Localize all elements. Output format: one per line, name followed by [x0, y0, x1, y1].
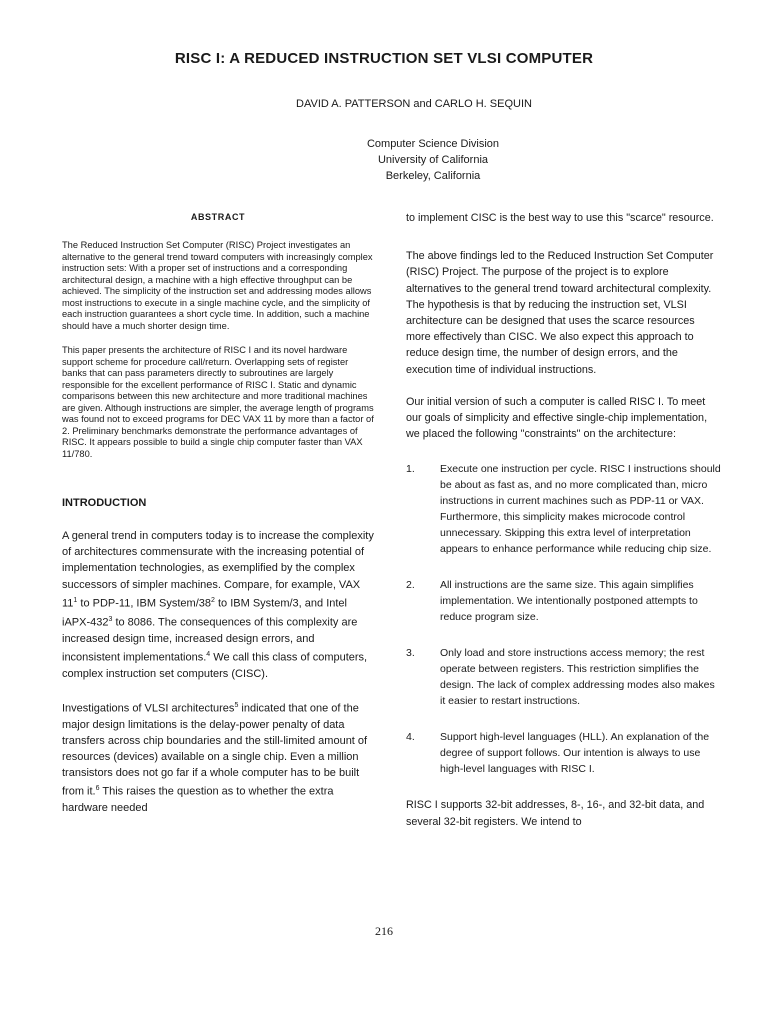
right-paragraph-2: Our initial version of such a computer is called RISC I. To meet our goals of simplicity and effective single-chip implementation, we placed the following "constraints" on the architecture: — [406, 395, 708, 441]
affiliation — [80, 136, 768, 184]
page-number: 216 — [375, 924, 393, 938]
constraint-text: Only load and store instructions access memory; the rest operate between registers. This restriction simplifies the design. The lack of complex addressing modes also makes it easier to restart instructions. — [440, 647, 715, 708]
constraint-item-4 — [406, 729, 722, 777]
constraint-number: 1. — [406, 463, 415, 476]
right-column — [406, 210, 722, 846]
constraint-text: All instructions are the same size. This again simplifies implementation. We intentionally postponed attempts to reduce program size. — [440, 579, 698, 624]
affiliation-university: University of California — [377, 154, 489, 166]
introduction-paragraph-2: Investigations of VLSI architectures$^5$ indicated that one of the major design limitations is the delay-power penalty of data transfers across chip boundaries and the still-limited amount of resources (devices) available on a single chip. Even a million transistors does not go far if a whole computer has to be built from it.$^6$ This raises the question as to whether the extra hardware needed — [62, 701, 368, 815]
continued-paragraph: to implement CISC is the best way to use this "scarce" resource. — [406, 212, 714, 224]
abstract-paragraph-1: The Reduced Instruction Set Computer (RISC) Project investigates an alternative to the general trend toward computers with increasingly complex instruction sets: With a proper set of instructions and a corresponding architectural design, a machine with a high effective throughput can be achieved. The simplicity of the instruction set and addressing modes allows most instructions to execute in a single machine cycle, and the simplicity of each instruction guarantees a short cycle time. In addition, such a machine should have a much shorter design time. — [62, 240, 373, 331]
authors: DAVID A. PATTERSON and CARLO H. SEQUIN — [296, 98, 532, 110]
right-paragraph-1: The above findings led to the Reduced Instruction Set Computer (RISC) Project. The purpose of the project is to explore alternatives to the general trend toward architectural complexity. The hypothesis is that by reducing the instruction set, VLSI architecture can be designed that uses the scarce resources more effectively than CISC. We also expect this approach to reduce design time, the number of design errors, and the execution time of individual instructions. — [406, 250, 714, 376]
constraint-item-2 — [406, 577, 722, 625]
constraint-text: Execute one instruction per cycle. RISC I instructions should be about as fast as, and no more complicated than, micro instructions in current machines such as PDP-11 or VAX. Furthermore, this simplicity makes microcode control unnecessary. Skipping this extra level of interpretation appears to enhance performance while reducing chip size. — [440, 463, 721, 556]
affiliation-location: Berkeley, California — [385, 170, 481, 182]
introduction-heading: INTRODUCTION — [62, 497, 147, 509]
affiliation-division: Computer Science Division — [366, 138, 500, 150]
constraint-item-3 — [406, 645, 722, 709]
closing-paragraph: RISC I supports 32-bit addresses, 8-, 16-, and 32-bit data, and several 32-bit registers. We intend to — [406, 799, 705, 828]
constraint-item-1 — [406, 461, 722, 557]
paper-title: RISC I: A REDUCED INSTRUCTION SET VLSI COMPUTER — [174, 50, 594, 67]
introduction-paragraph-1: A general trend in computers today is to increase the complexity of architectures commensurate with the increasing potential of implementation technologies, as exemplified by the complex successors of simpler machines. Compare, for example, VAX $11^1$ to PDP-11, IBM System/$38^2$ to IBM System/3, and Intel iAPX-$432^3$ to 8086. The consequences of this complexity are increased design time, increased design errors, and inconsistent implementations.$^4$ We call this class of computers, complex instruction set computers (CISC). — [62, 530, 374, 680]
constraint-text: Support high-level languages (HLL). An explanation of the degree of support follows. Our intention is always to use high-level languages with RISC I. — [440, 731, 710, 776]
constraint-number: 4. — [406, 731, 415, 744]
constraint-number: 3. — [406, 647, 415, 660]
abstract-paragraph-2: This paper presents the architecture of RISC I and its novel hardware support scheme for procedure call/return. Overlapping sets of register banks that can pass parameters directly to subroutines are largely responsible for the excellent performance of RISC I. Static and dynamic comparisons between this new architecture and more traditional machines are given. Although instructions are simpler, the average length of programs was found not to exceed programs for DEC VAX 11 by more than a factor of 2. Preliminary benchmarks demonstrate the performance advantages of RISC. It appears possible to build a single chip computer faster than VAX 11/780. — [62, 345, 374, 459]
constraint-number: 2. — [406, 579, 415, 592]
left-column — [62, 210, 374, 833]
abstract-heading: ABSTRACT — [190, 212, 246, 222]
